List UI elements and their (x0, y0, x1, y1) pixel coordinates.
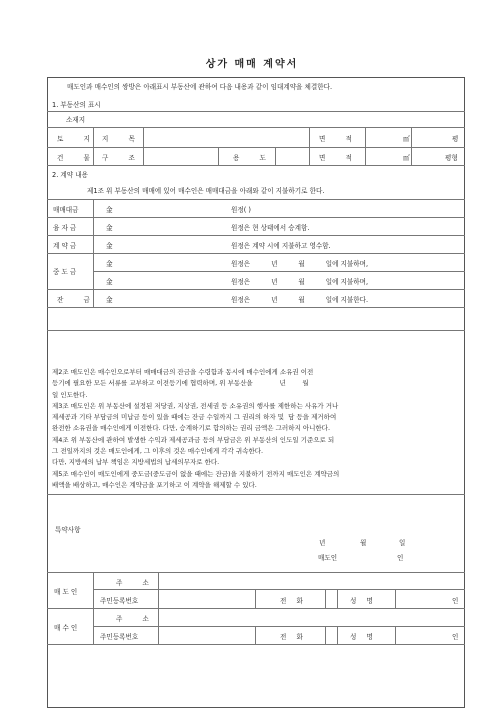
buyer-seal: 인 (452, 633, 459, 641)
article1-text: 제1조 위 부동산의 매매에 있어 매수인은 매매대금을 아래와 같이 지불하기로 한다. (87, 187, 325, 195)
middle-won-2: 金 (106, 278, 113, 286)
building-area-label: 면 적 (319, 154, 361, 162)
land-type-label: 지 목 (102, 135, 144, 143)
special-divider (47, 494, 465, 495)
balance-won: 金 (106, 296, 113, 304)
price-label: 매매대금 (53, 206, 79, 214)
building-label: 건 물 (57, 154, 99, 162)
structure-label: 구 조 (102, 154, 144, 162)
section1-heading: 1. 부동산의 표시 (52, 101, 101, 109)
loan-won: 金 (106, 224, 113, 232)
buyer-label: 매 수 인 (54, 624, 78, 632)
seller-name-label: 성 명 (350, 597, 377, 605)
article-line: 완전한 소유권을 매수인에게 이전한다. 다만, 승계하기로 합의하는 권리 금액은 그러하지 아니한다. (52, 424, 331, 433)
date-month: 월 (360, 539, 367, 547)
intro-text: 매도인과 매수인의 쌍방은 아래표시 부동산에 관하여 다음 내용과 같이 임대계약을 체결한다. (67, 83, 333, 91)
balance-label: 잔 금 (57, 296, 99, 304)
article-line: 제2조 매도인은 매수인으로부터 매매대금의 잔금을 수령함과 동시에 매수인에게 소유권 이전 (52, 368, 314, 376)
sqm-unit: ㎡ (403, 135, 410, 143)
article-line: 등기에 필요한 모든 서류를 교부하고 이전등기에 협력하며, 위 부동산을 년 월 (52, 379, 309, 388)
seller-address-label: 주 소 (116, 579, 158, 587)
land-label: 토 지 (57, 135, 99, 143)
balance-text: 원정은 년 월 일에 지불한다. (231, 296, 369, 304)
article-line: 일 인도한다. (52, 390, 88, 399)
date-day: 일 (399, 539, 406, 547)
article-line: 제3조 매도인은 위 부동산에 설정된 저당권, 지상권, 전세권 등 소유권의 행사를 제한하는 사유가 거나 (52, 401, 339, 410)
special-seal: 인 (397, 554, 404, 562)
seller-label: 매 도 인 (54, 588, 78, 596)
pyeong-unit-2: 평형 (445, 154, 458, 162)
loan-label: 융 자 금 (53, 224, 77, 232)
building-sqm-unit: ㎡ (403, 154, 410, 162)
middle-label: 중 도 금 (53, 268, 77, 276)
buyer-address-label: 주 소 (116, 615, 158, 623)
article-line: 제4조 위 부동산에 관하여 발생한 수익과 제세공과금 등의 부담금은 위 부동산의 인도일 기준으로 되 (52, 435, 335, 444)
price-won: 金 (106, 206, 113, 214)
special-terms-label: 특약사항 (55, 526, 81, 534)
special-seller: 매도인 (318, 554, 338, 562)
use-label: 용 도 (233, 154, 275, 162)
section2-heading: 2. 계약 내용 (52, 171, 88, 179)
middle-text-2: 원정은 년 월 일에 지불하며, (231, 278, 369, 286)
buyer-phone-label: 전 화 (280, 633, 307, 641)
date-year: 년 (319, 539, 326, 547)
pyeong-unit: 평 (452, 135, 459, 143)
article-line: 제5조 매수인이 매도인에게 중도금(중도금이 없을 때에는 잔금)을 지불하기 전까지 매도인은 계약금의 (52, 469, 340, 478)
land-area-label: 면 적 (319, 135, 361, 143)
buyer-id-label: 주민등록번호 (100, 633, 139, 641)
seller-phone-label: 전 화 (280, 597, 307, 605)
document-title: 상가 매매 계약서 (205, 59, 299, 70)
loan-text: 원정은 현 상태에서 승계함. (231, 224, 310, 232)
article-line: 다만, 지방세의 납부 책임은 지방세법의 납세의무자로 한다. (52, 458, 220, 467)
deposit-won: 金 (106, 242, 113, 250)
article-line: 제세공과 기타 부담금의 미납금 등이 있을 때에는 잔금 수일까지 그 권리의 하자 및 담 등을 제거하여 (52, 413, 337, 422)
articles-divider (47, 330, 465, 331)
price-text: 원정( ) (231, 206, 251, 214)
seller-seal: 인 (452, 597, 459, 605)
buyer-name-label: 성 명 (350, 633, 377, 641)
article-line: 그 전일까지의 것은 매도인에게, 그 이후의 것은 매수인에게 각각 귀속한다. (52, 447, 264, 456)
location-label: 소재지 (66, 116, 86, 124)
deposit-label: 계 약 금 (53, 242, 77, 250)
seller-id-label: 주민등록번호 (100, 597, 139, 605)
articles-block (52, 367, 460, 491)
middle-text-1: 원정은 년 월 일에 지불하며, (231, 260, 369, 268)
middle-won-1: 金 (106, 260, 113, 268)
article-line: 배액을 배상하고, 매수인은 계약금을 포기하고 이 계약을 해제할 수 있다. (52, 480, 257, 489)
deposit-text: 원정은 계약 시에 지불하고 영수함. (231, 242, 331, 250)
